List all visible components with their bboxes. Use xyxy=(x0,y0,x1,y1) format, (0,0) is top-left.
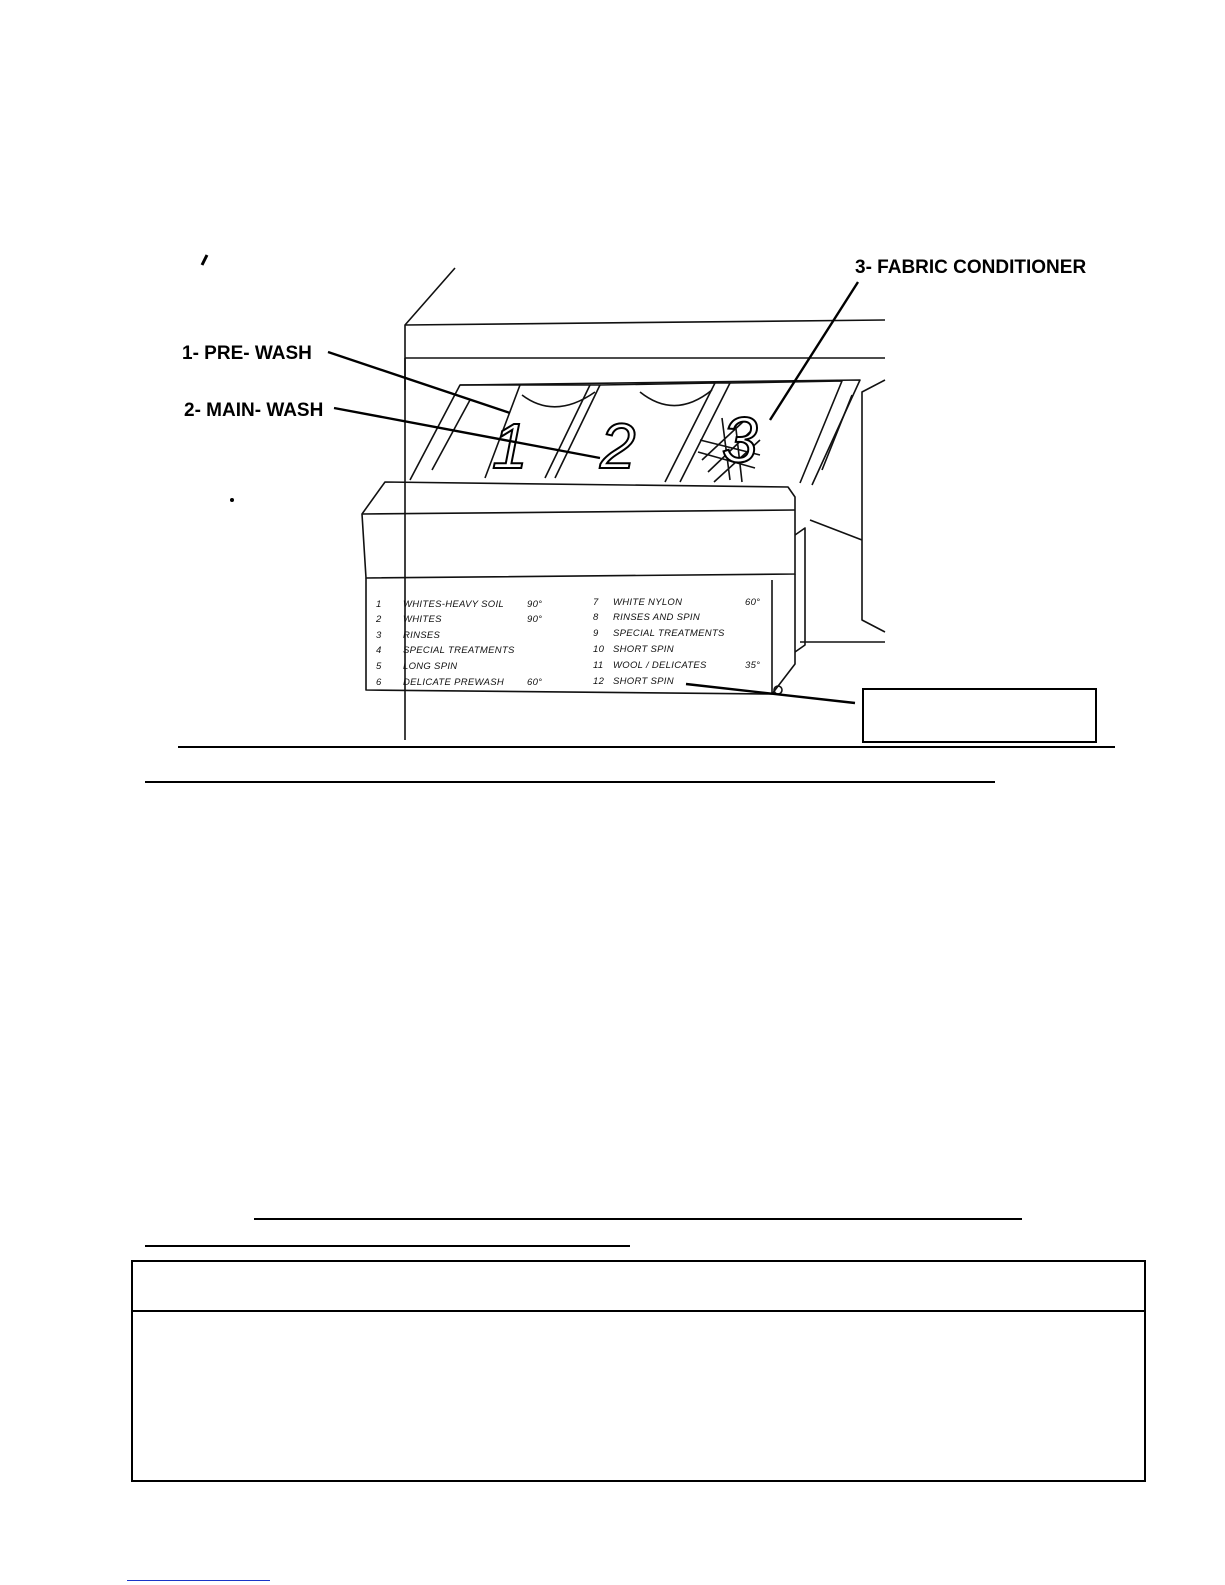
program-2-number: 2 xyxy=(376,614,382,625)
label-pre-wash: 1- PRE- WASH xyxy=(182,343,312,364)
program-3-name: RINSES xyxy=(403,630,441,641)
table-header-row xyxy=(133,1262,1144,1312)
program-7-temp: 60° xyxy=(745,597,761,608)
text-rule-2 xyxy=(254,1218,1022,1220)
program-9-name: SPECIAL TREATMENTS xyxy=(613,628,725,639)
program-8-number: 8 xyxy=(593,612,599,623)
program-4-number: 4 xyxy=(376,645,382,656)
program-9-number: 9 xyxy=(593,628,599,639)
program-7-name: WHITE NYLON xyxy=(613,597,683,608)
program-5-name: LONG SPIN xyxy=(403,661,458,672)
program-3-number: 3 xyxy=(376,630,382,641)
program-6-number: 6 xyxy=(376,677,382,688)
program-6-name: DELICATE PREWASH xyxy=(403,677,505,688)
leader-pre-wash xyxy=(328,352,510,413)
compartment-3-numeral: 3 xyxy=(722,404,758,476)
program-1-temp: 90° xyxy=(527,599,543,610)
footer-link-underline[interactable] xyxy=(127,1580,270,1581)
program-1-number: 1 xyxy=(376,599,382,610)
text-rule-3 xyxy=(145,1245,630,1247)
program-panel-caption-box xyxy=(862,688,1097,743)
program-10-number: 10 xyxy=(593,644,605,655)
program-4-name: SPECIAL TREATMENTS xyxy=(403,645,515,656)
program-11-temp: 35° xyxy=(745,660,761,671)
program-11-number: 11 xyxy=(593,660,604,671)
program-1-name: WHITES-HEAVY SOIL xyxy=(403,599,505,610)
program-12-name: SHORT SPIN xyxy=(613,676,674,687)
label-main-wash: 2- MAIN- WASH xyxy=(184,400,324,421)
compartment-1-numeral: 1 xyxy=(492,410,528,482)
detergent-drawer-diagram xyxy=(0,0,1225,760)
program-6-temp: 60° xyxy=(527,677,543,688)
program-12-number: 12 xyxy=(593,676,605,687)
leader-main-wash xyxy=(334,408,600,458)
program-11-name: WOOL / DELICATES xyxy=(613,660,707,671)
label-fabric-conditioner: 3- FABRIC CONDITIONER xyxy=(855,257,1087,278)
program-2-name: WHITES xyxy=(403,614,442,625)
program-8-name: RINSES AND SPIN xyxy=(613,612,701,623)
program-7-number: 7 xyxy=(593,597,599,608)
empty-table xyxy=(131,1260,1146,1482)
program-2-temp: 90° xyxy=(527,614,543,625)
program-5-number: 5 xyxy=(376,661,382,672)
program-10-name: SHORT SPIN xyxy=(613,644,674,655)
compartment-2-numeral: 2 xyxy=(600,410,636,482)
figure-bottom-rule xyxy=(178,746,1115,748)
text-rule-1 xyxy=(145,781,995,783)
leader-fabric-conditioner xyxy=(770,282,858,420)
